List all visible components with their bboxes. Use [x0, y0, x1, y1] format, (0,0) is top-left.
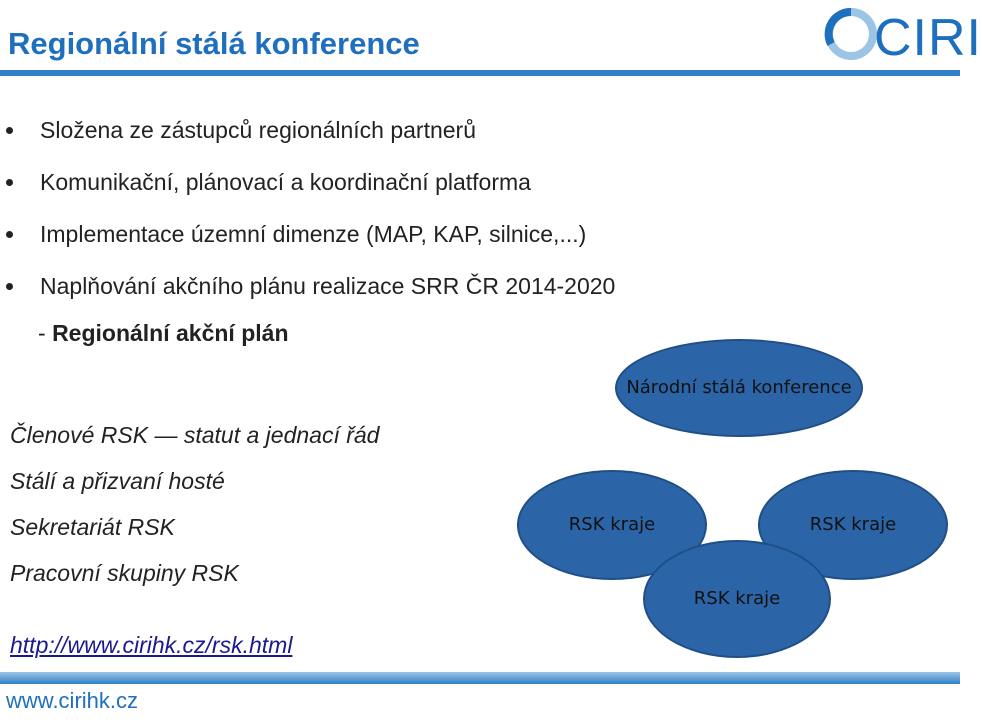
slide-title: Regionální stálá konference — [8, 26, 420, 61]
rsk-kraje-label: RSK kraje — [809, 514, 897, 536]
bullet-text: Implementace územní dimenze (MAP, KAP, silnice,...) — [40, 221, 587, 247]
bullet-item — [0, 208, 615, 260]
bullet-dot-icon — [6, 283, 13, 290]
subheading-bold: Regionální akční plán — [52, 320, 289, 346]
list-item: Členové RSK — statut a jednací řád — [10, 422, 380, 448]
rsk-link[interactable]: http://www.cirihk.cz/rsk.html — [10, 632, 293, 658]
list-item: Stálí a přizvaní hosté — [10, 468, 225, 494]
bullet-dot-icon — [6, 179, 13, 186]
bullet-text: Komunikační, plánovací a koordinační platforma — [40, 169, 531, 195]
bullet-dot-icon — [6, 231, 13, 238]
subheading — [38, 320, 289, 347]
members-list — [10, 412, 379, 596]
bullet-dot-icon — [6, 127, 13, 134]
list-item: Pracovní skupiny RSK — [10, 560, 239, 586]
national-conference-label: Národní stálá konference — [626, 377, 852, 399]
bullet-text: Naplňování akčního plánu realizace SRR ČR 2014-2020 — [40, 273, 616, 299]
list-item: Sekretariát RSK — [10, 514, 175, 540]
bullet-item — [0, 104, 615, 156]
rsk-kraje-ellipse — [643, 540, 831, 658]
national-conference-ellipse — [615, 339, 863, 437]
footer-website: www.cirihk.cz — [6, 688, 139, 713]
title-divider — [0, 70, 960, 76]
ciri-logo — [826, 6, 982, 67]
bullet-item — [0, 260, 615, 312]
bullet-list — [0, 104, 615, 312]
bullet-text: Složena ze zástupců regionálních partnerů — [40, 117, 477, 143]
rsk-kraje-label: RSK kraje — [693, 588, 781, 610]
ciri-logo-icon — [826, 6, 876, 62]
logo-text: CIRI — [874, 9, 982, 67]
rsk-kraje-label: RSK kraje — [568, 514, 656, 536]
bullet-item — [0, 156, 615, 208]
footer-divider — [0, 672, 960, 684]
subheading-prefix: - — [38, 320, 53, 346]
